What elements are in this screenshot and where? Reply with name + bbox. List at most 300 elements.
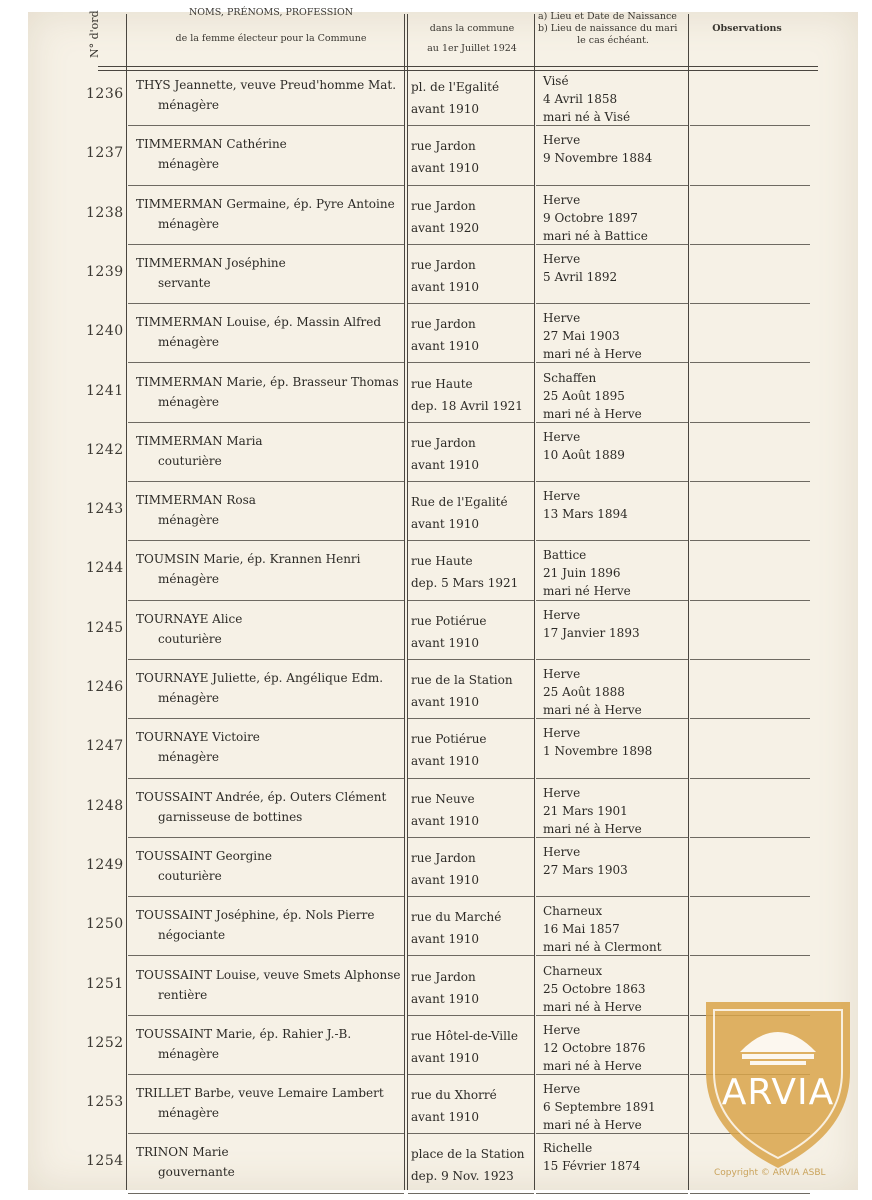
row-separator (408, 303, 534, 304)
birth-line: Herve (543, 785, 581, 800)
person-occupation: ménagère (158, 1106, 219, 1121)
row-separator (128, 600, 404, 601)
register-row (0, 784, 872, 843)
person-occupation: ménagère (158, 513, 219, 528)
row-separator (690, 125, 810, 126)
row-separator (536, 481, 688, 482)
register-row (0, 902, 872, 961)
entry-number: 1251 (86, 975, 124, 992)
birth-line: Herve (543, 667, 581, 681)
birth-info (543, 131, 652, 167)
birth-info (543, 784, 642, 838)
row-separator (128, 1015, 404, 1016)
entry-number: 1248 (86, 797, 124, 814)
entry-number: 1247 (86, 738, 124, 755)
row-separator (690, 540, 810, 541)
person-given-names: Joséphine, ép. Nols Pierre (212, 908, 375, 923)
person-occupation: ménagère (158, 157, 219, 172)
address-street: rue Jardon (411, 969, 476, 984)
birth-line: 5 Avril 1892 (543, 269, 618, 284)
birth-line: Richelle (543, 1141, 593, 1156)
birth-line: Herve (543, 311, 581, 326)
address-street: rue Potiérue (411, 732, 487, 747)
header-address-line1: dans la commune (429, 23, 515, 34)
row-separator (408, 1133, 534, 1134)
row-separator (536, 955, 688, 956)
person-given-names: Andrée, ép. Outers Clément (212, 789, 387, 804)
birth-line: 21 Mars 1901 (543, 803, 628, 818)
register-row (0, 131, 872, 190)
birth-line: Herve (543, 251, 581, 266)
birth-info (543, 72, 630, 126)
entry-number: 1240 (86, 323, 124, 340)
birth-line: Herve (543, 489, 581, 504)
birth-info (543, 1021, 646, 1075)
row-separator (536, 837, 688, 838)
register-row (0, 309, 872, 368)
person-name (136, 315, 381, 329)
address-since: avant 1910 (411, 1050, 479, 1065)
row-separator (536, 600, 688, 601)
entry-number: 1241 (86, 382, 124, 399)
address-street: rue du Xhorré (411, 1088, 497, 1103)
entry-number: 1246 (86, 679, 124, 695)
birth-line: Herve (543, 726, 581, 741)
row-separator (690, 422, 810, 423)
person-surname: TOUSSAINT (136, 789, 213, 804)
birth-line: mari né à Herve (543, 1118, 642, 1133)
address-since: avant 1910 (411, 813, 479, 828)
birth-line: mari né à Herve (543, 999, 642, 1014)
address-since: avant 1910 (411, 102, 479, 116)
person-occupation: ménagère (158, 98, 219, 112)
row-separator (408, 244, 534, 245)
header-name-line1: NOMS, PRÉNOMS, PROFESSION (188, 7, 354, 18)
row-separator (536, 125, 688, 126)
person-occupation: ménagère (158, 216, 219, 231)
person-surname: TIMMERMAN (136, 137, 223, 152)
person-name (136, 612, 242, 626)
birth-line: 21 Juin 1896 (543, 566, 621, 581)
person-occupation: négociante (158, 928, 226, 943)
row-separator (128, 955, 404, 956)
row-separator (536, 540, 688, 541)
row-separator (690, 837, 810, 838)
birth-line: Charneux (543, 963, 603, 978)
person-name (136, 552, 361, 566)
register-row (0, 843, 872, 902)
row-separator (128, 659, 404, 660)
row-separator (128, 125, 404, 126)
row-separator (536, 362, 688, 363)
person-surname: TOUSSAINT (136, 1026, 213, 1041)
person-name (136, 1027, 351, 1041)
header-rule-bottom (98, 70, 818, 71)
row-separator (128, 1193, 404, 1194)
row-separator (690, 778, 810, 779)
row-separator (536, 659, 688, 660)
person-name (136, 137, 287, 151)
logo-text: ARVIA (721, 1072, 835, 1113)
person-name (136, 1145, 229, 1159)
birth-line: Battice (543, 548, 587, 563)
row-separator (408, 778, 534, 779)
row-separator (408, 659, 534, 660)
row-separator (128, 422, 404, 423)
header-observations: Observations (712, 23, 782, 34)
row-separator (408, 185, 534, 186)
address-since: avant 1910 (411, 695, 479, 709)
row-separator (408, 125, 534, 126)
birth-line: 16 Mai 1857 (543, 922, 620, 937)
person-given-names: Maria (222, 433, 263, 448)
row-separator (408, 422, 534, 423)
address-since: dep. 5 Mars 1921 (411, 576, 519, 591)
birth-line: 4 Avril 1858 (543, 92, 618, 106)
person-name (136, 434, 263, 448)
register-row (0, 72, 872, 131)
row-separator (408, 896, 534, 897)
person-surname: TIMMERMAN (136, 196, 223, 211)
address-since: avant 1910 (411, 457, 479, 472)
entry-number: 1253 (86, 1094, 124, 1111)
address-street: rue Neuve (411, 791, 475, 806)
birth-info (543, 487, 628, 523)
person-name (136, 849, 272, 863)
address-street: rue Jardon (411, 139, 476, 154)
birth-line: Herve (543, 133, 581, 148)
birth-line: Herve (543, 1022, 581, 1037)
person-given-names: Jeannette, veuve Preud'homme Mat. (170, 78, 397, 92)
row-separator (128, 185, 404, 186)
address-street: rue Hôtel-de-Ville (411, 1028, 518, 1043)
address-street: rue Jardon (411, 317, 476, 332)
person-occupation: rentière (158, 987, 208, 1002)
person-surname: TOURNAYE (136, 611, 209, 626)
row-separator (128, 540, 404, 541)
person-occupation: garnisseuse de bottines (158, 809, 303, 824)
birth-info (543, 724, 652, 760)
entry-number: 1236 (86, 86, 124, 102)
person-occupation: couturière (158, 631, 222, 646)
entry-number: 1252 (86, 1034, 124, 1051)
row-separator (690, 185, 810, 186)
birth-line: 27 Mai 1903 (543, 329, 620, 344)
birth-line: mari né Herve (543, 584, 631, 599)
person-occupation: gouvernante (158, 1165, 235, 1180)
birth-line: 25 Octobre 1863 (543, 981, 646, 996)
birth-line: 27 Mars 1903 (543, 862, 628, 877)
person-surname: TOURNAYE (136, 730, 209, 745)
row-separator (536, 896, 688, 897)
birth-line: Charneux (543, 904, 603, 919)
person-name (136, 730, 260, 744)
birth-info (543, 309, 642, 363)
row-separator (536, 1193, 688, 1194)
person-surname: TOUMSIN (136, 552, 200, 567)
person-occupation: ménagère (158, 1046, 219, 1061)
birth-info (543, 369, 642, 423)
birth-line: mari né à Herve (543, 821, 642, 836)
person-surname: TIMMERMAN (136, 255, 223, 270)
address-since: avant 1910 (411, 161, 479, 176)
register-row (0, 724, 872, 783)
birth-line: Herve (543, 1082, 581, 1097)
person-surname: TOUSSAINT (136, 848, 213, 863)
entry-number: 1254 (86, 1153, 124, 1170)
address-street: rue Jardon (411, 257, 476, 272)
birth-line: mari né à Herve (543, 1058, 642, 1073)
entry-number: 1245 (86, 619, 124, 636)
register-row (0, 191, 872, 250)
person-name (136, 968, 401, 982)
row-separator (408, 540, 534, 541)
birth-info (543, 843, 628, 879)
person-surname: TIMMERMAN (136, 315, 223, 330)
address-since: avant 1910 (411, 517, 479, 532)
birth-info (543, 546, 631, 600)
person-given-names: Germaine, ép. Pyre Antoine (222, 196, 395, 211)
person-name (136, 493, 256, 507)
register-row (0, 606, 872, 665)
row-separator (690, 955, 810, 956)
birth-line: Herve (543, 192, 581, 207)
person-given-names: Cathérine (222, 137, 287, 152)
person-occupation: ménagère (158, 691, 219, 705)
birth-line: Herve (543, 429, 581, 444)
person-surname: TOURNAYE (136, 671, 209, 685)
birth-line: 25 Août 1888 (543, 685, 625, 699)
entry-number: 1238 (86, 204, 124, 221)
person-given-names: Marie, ép. Brasseur Thomas (222, 374, 399, 389)
row-separator (536, 185, 688, 186)
header-birth-line1: a) Lieu et Date de Naissance (538, 11, 677, 22)
birth-line: 1 Novembre 1898 (543, 744, 653, 759)
row-separator (690, 600, 810, 601)
address-since: dep. 9 Nov. 1923 (411, 1169, 514, 1184)
person-given-names: Marie, ép. Rahier J.-B. (212, 1026, 352, 1041)
person-given-names: Victoire (208, 730, 260, 745)
person-given-names: Joséphine (222, 255, 286, 270)
row-separator (408, 837, 534, 838)
address-since: dep. 18 Avril 1921 (411, 398, 523, 413)
address-since: avant 1910 (411, 1110, 479, 1125)
register-row (0, 369, 872, 428)
birth-line: 12 Octobre 1876 (543, 1040, 646, 1055)
row-separator (128, 362, 404, 363)
birth-line: mari né à Clermont (543, 940, 662, 955)
person-given-names: Barbe, veuve Lemaire Lambert (190, 1086, 384, 1101)
header-birth-line2: b) Lieu de naissance du mari (538, 23, 678, 34)
person-surname: TIMMERMAN (136, 493, 223, 508)
person-name (136, 908, 374, 922)
person-surname: TOUSSAINT (136, 967, 213, 982)
person-given-names: Georgine (212, 848, 272, 863)
register-row (0, 250, 872, 309)
header-number: N° d'ord (88, 10, 101, 58)
entry-number: 1242 (86, 441, 124, 458)
row-separator (536, 1074, 688, 1075)
row-separator (128, 718, 404, 719)
register-row (0, 665, 872, 724)
address-street: pl. de l'Egalité (411, 80, 500, 94)
person-given-names: Louise, ép. Massin Alfred (222, 315, 382, 330)
row-separator (536, 778, 688, 779)
address-street: rue Jardon (411, 198, 476, 213)
person-occupation: ménagère (158, 394, 219, 409)
row-separator (536, 718, 688, 719)
register-row (0, 546, 872, 605)
birth-info (543, 1080, 656, 1134)
person-occupation: ménagère (158, 572, 219, 587)
header-birth-line3: le cas échéant. (577, 35, 649, 46)
entry-number: 1250 (86, 916, 124, 933)
address-since: avant 1910 (411, 991, 479, 1006)
birth-line: Schaffen (543, 370, 597, 385)
header-rule-top (98, 66, 818, 67)
copyright-notice: Copyright © ARVIA ASBL (714, 1168, 826, 1178)
person-surname: THYS (136, 78, 171, 92)
birth-line: Herve (543, 607, 581, 622)
person-surname: TRILLET (136, 1086, 191, 1101)
row-separator (128, 303, 404, 304)
birth-line: Herve (543, 844, 581, 859)
row-separator (408, 1015, 534, 1016)
person-name (136, 671, 383, 685)
address-since: avant 1910 (411, 635, 479, 650)
birth-line: 10 Août 1889 (543, 447, 625, 462)
entry-number: 1243 (86, 501, 124, 518)
birth-line: 9 Novembre 1884 (543, 151, 653, 166)
row-separator (408, 481, 534, 482)
address-street: rue Potiérue (411, 613, 487, 628)
address-since: avant 1910 (411, 279, 479, 294)
person-given-names: Rosa (222, 493, 256, 508)
birth-info (543, 665, 642, 719)
person-occupation: ménagère (158, 750, 219, 765)
row-separator (690, 659, 810, 660)
birth-line: 15 Février 1874 (543, 1159, 641, 1174)
birth-line: Visé (543, 74, 569, 88)
address-street: rue Jardon (411, 850, 476, 865)
birth-line: 17 Janvier 1893 (543, 625, 640, 640)
row-separator (128, 896, 404, 897)
person-surname: TIMMERMAN (136, 374, 223, 389)
address-since: avant 1910 (411, 932, 479, 947)
address-street: rue Jardon (411, 435, 476, 450)
birth-info (543, 962, 646, 1016)
person-name (136, 375, 399, 389)
row-separator (128, 1074, 404, 1075)
address-street: rue Haute (411, 554, 473, 569)
address-since: avant 1910 (411, 754, 479, 769)
address-street: rue du Marché (411, 910, 502, 925)
entry-number: 1237 (86, 145, 124, 162)
person-name (136, 790, 386, 804)
person-occupation: couturière (158, 868, 222, 883)
header-name-line2: de la femme électeur pour la Commune (175, 33, 367, 44)
person-name (136, 256, 286, 270)
birth-info (543, 428, 625, 464)
row-separator (690, 362, 810, 363)
birth-line: mari né à Herve (543, 406, 642, 421)
person-given-names: Marie (188, 1145, 229, 1160)
arvia-logo (700, 992, 856, 1172)
address-street: rue Haute (411, 376, 473, 391)
entry-number: 1244 (86, 560, 124, 577)
birth-line: 13 Mars 1894 (543, 507, 628, 522)
row-separator (408, 718, 534, 719)
row-separator (536, 244, 688, 245)
entry-number: 1249 (86, 856, 124, 873)
person-surname: TOUSSAINT (136, 908, 213, 923)
entry-number: 1239 (86, 263, 124, 280)
birth-line: mari né à Herve (543, 703, 642, 717)
person-occupation: couturière (158, 453, 222, 468)
person-given-names: Louise, veuve Smets Alphonse (212, 967, 401, 982)
person-surname: TIMMERMAN (136, 433, 223, 448)
birth-info (543, 191, 648, 245)
row-separator (536, 1015, 688, 1016)
birth-line: 9 Octobre 1897 (543, 210, 638, 225)
row-separator (408, 1074, 534, 1075)
row-separator (408, 1193, 534, 1194)
person-name (136, 197, 395, 211)
person-given-names: Juliette, ép. Angélique Edm. (208, 671, 384, 685)
birth-line: 25 Août 1895 (543, 388, 625, 403)
row-separator (408, 955, 534, 956)
birth-line: mari né à Herve (543, 347, 642, 362)
person-occupation: ménagère (158, 335, 219, 350)
address-since: avant 1910 (411, 872, 479, 887)
birth-info (543, 250, 617, 286)
person-name (136, 78, 396, 92)
person-name (136, 1086, 384, 1100)
row-separator (128, 1133, 404, 1134)
register-row (0, 428, 872, 487)
row-separator (128, 778, 404, 779)
row-separator (690, 896, 810, 897)
birth-line: mari né à Visé (543, 110, 631, 124)
row-separator (690, 481, 810, 482)
row-separator (536, 1133, 688, 1134)
row-separator (536, 303, 688, 304)
birth-info (543, 606, 640, 642)
person-occupation: servante (158, 275, 211, 290)
address-street: rue de la Station (411, 673, 513, 687)
address-street: place de la Station (411, 1147, 525, 1162)
row-separator (128, 481, 404, 482)
person-given-names: Marie, ép. Krannen Henri (199, 552, 361, 567)
row-separator (690, 718, 810, 719)
person-surname: TRINON (136, 1145, 189, 1160)
birth-info (543, 902, 662, 956)
row-separator (690, 244, 810, 245)
birth-line: 6 Septembre 1891 (543, 1100, 656, 1115)
address-street: Rue de l'Egalité (411, 495, 508, 510)
person-given-names: Alice (208, 611, 243, 626)
row-separator (128, 244, 404, 245)
register-row (0, 487, 872, 546)
header-address-line2: au 1er Juillet 1924 (427, 43, 517, 54)
row-separator (408, 362, 534, 363)
row-separator (128, 837, 404, 838)
birth-info (543, 1139, 640, 1175)
address-since: avant 1920 (411, 220, 479, 235)
address-since: avant 1910 (411, 339, 479, 354)
birth-line: mari né à Battice (543, 228, 648, 243)
row-separator (536, 422, 688, 423)
